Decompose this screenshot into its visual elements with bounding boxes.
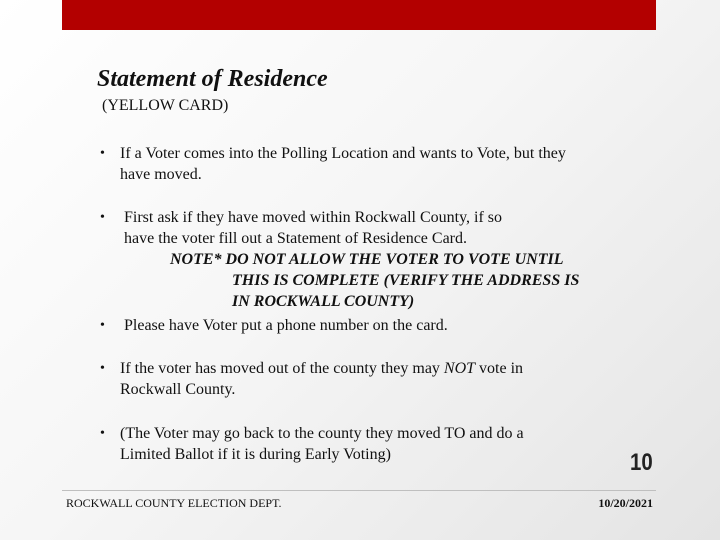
bullet-5-line-1: (The Voter may go back to the county they moved TO and do a (120, 425, 524, 442)
bullet-4-line-1 (120, 358, 523, 379)
footer-divider (62, 490, 656, 491)
bullet-4-line-1-post: vote in (475, 360, 524, 377)
bullet-1-line-1: If a Voter comes into the Polling Location and wants to Vote, but they (120, 145, 566, 162)
top-accent-bar (62, 0, 656, 30)
bullet-1-line-2: have moved. (120, 166, 202, 183)
bullet-3-line-1: Please have Voter put a phone number on the card. (124, 317, 448, 334)
note-line-3: IN ROCKWALL COUNTY) (232, 293, 415, 310)
bullet-marker-2: • (100, 210, 105, 225)
note-line-2: THIS IS COMPLETE (VERIFY THE ADDRESS IS (232, 272, 580, 289)
bullet-5-line-2: Limited Ballot if it is during Early Voting) (120, 446, 391, 463)
bullet-4-line-2: Rockwall County. (120, 381, 236, 398)
bullet-1 (120, 143, 566, 185)
slide-number: 10 (630, 449, 653, 476)
bullet-4 (120, 358, 523, 400)
bullet-3 (124, 315, 448, 336)
bullet-2 (124, 207, 502, 249)
bullet-4-line-1-pre: If the voter has moved out of the county they may (120, 360, 444, 377)
footer-date: 10/20/2021 (598, 496, 653, 510)
bullet-marker-4: • (100, 361, 105, 376)
bullet-marker-1: • (100, 146, 105, 161)
footer-organization: ROCKWALL COUNTY ELECTION DEPT. (66, 496, 282, 510)
slide-title: Statement of Residence (97, 66, 328, 92)
bullet-marker-3: • (100, 318, 105, 333)
bullet-4-emphasis: NOT (443, 360, 476, 377)
note-line-1: NOTE* DO NOT ALLOW THE VOTER TO VOTE UNTIL (170, 251, 564, 268)
bullet-marker-5: • (100, 426, 105, 441)
bullet-5 (120, 423, 524, 465)
bullet-2-line-1: First ask if they have moved within Rockwall County, if so (124, 209, 503, 226)
slide-subtitle: (YELLOW CARD) (102, 97, 229, 114)
bullet-2-line-2: have the voter fill out a Statement of Residence Card. (124, 230, 467, 247)
